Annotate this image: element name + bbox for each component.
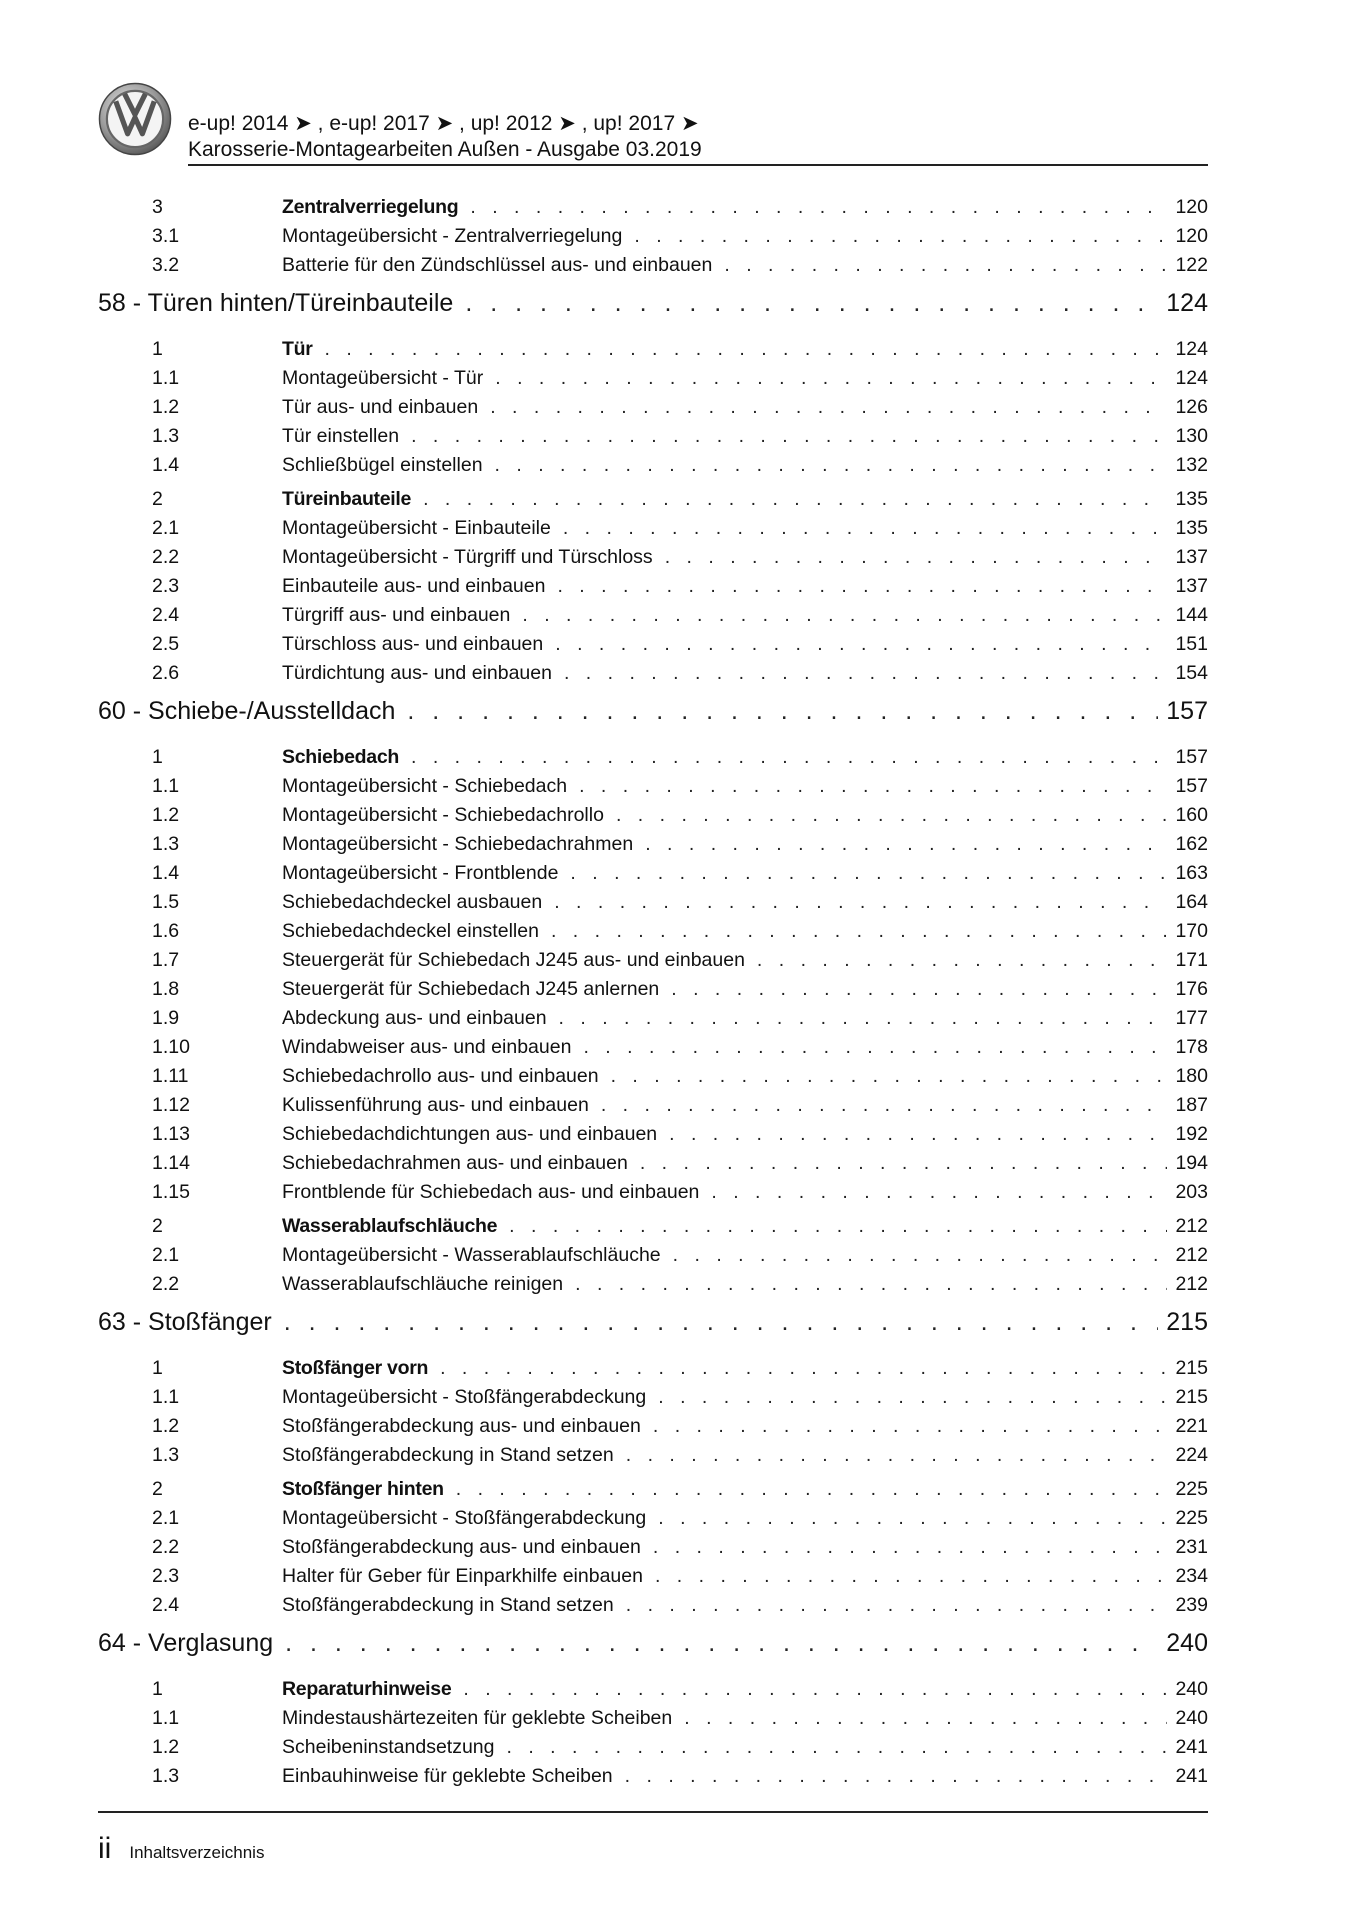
toc-subsection-entry[interactable]: [98, 949, 1208, 978]
toc-entry-number: 2.4: [152, 1594, 180, 1616]
toc-dot-leader: [757, 949, 1168, 972]
toc-dot-leader: [724, 254, 1167, 277]
toc-dot-leader: [522, 604, 1167, 627]
toc-entry-number: 1: [152, 338, 163, 360]
toc-entry-number: 1.8: [152, 978, 180, 1000]
toc-entry-number: 1.12: [152, 1094, 190, 1116]
toc-section-entry[interactable]: [98, 1478, 1208, 1507]
toc-subsection-entry[interactable]: [98, 662, 1208, 691]
toc-entry-number: 1.11: [152, 1065, 189, 1087]
toc-chapter-title: 63 - Stoßfänger: [98, 1308, 272, 1336]
toc-entry-title: Schiebedachdeckel einstellen: [282, 920, 539, 942]
toc-entry-title: Türgriff aus- und einbauen: [282, 604, 511, 626]
toc-section-entry[interactable]: [98, 196, 1208, 225]
footer-divider: [98, 1811, 1208, 1813]
toc-subsection-entry[interactable]: [98, 1244, 1208, 1273]
toc-page-number: 212: [1175, 1244, 1208, 1266]
toc-section-entry[interactable]: [98, 1215, 1208, 1244]
toc-page-number: 241: [1175, 1765, 1208, 1787]
toc-page-number: 124: [1175, 338, 1208, 360]
toc-subsection-entry[interactable]: [98, 1007, 1208, 1036]
toc-entry-number: 3.1: [152, 225, 180, 247]
toc-entry-title: Schiebedachdeckel ausbauen: [282, 891, 543, 913]
table-of-contents: [98, 196, 1208, 1794]
toc-page-number: 124: [1175, 367, 1208, 389]
toc-dot-leader: [440, 1357, 1167, 1380]
footer-label: Inhaltsverzeichnis: [129, 1843, 265, 1862]
toc-dot-leader: [463, 1678, 1167, 1701]
toc-entry-number: 2.2: [152, 546, 180, 568]
toc-page-number: 240: [1175, 1678, 1208, 1700]
toc-page-number: 176: [1175, 978, 1208, 1000]
toc-subsection-entry[interactable]: [98, 454, 1208, 483]
toc-page-number: 163: [1175, 862, 1208, 884]
toc-entry-number: 2.1: [152, 1507, 180, 1529]
toc-entry-title: Tür aus- und einbauen: [282, 396, 479, 418]
toc-entry-title: Reparaturhinweise: [282, 1678, 452, 1700]
toc-page-number: 162: [1175, 833, 1208, 855]
page-number: ii: [98, 1832, 112, 1865]
toc-subsection-entry[interactable]: [98, 1094, 1208, 1123]
toc-subsection-entry[interactable]: [98, 1123, 1208, 1152]
toc-subsection-entry[interactable]: [98, 1594, 1208, 1623]
toc-entry-number: 2.5: [152, 633, 180, 655]
toc-page-number: 164: [1175, 891, 1208, 913]
toc-entry-title: Montageübersicht - Tür: [282, 367, 484, 389]
header-divider: [188, 164, 1208, 166]
toc-chapter-heading[interactable]: [98, 697, 1208, 741]
toc-entry-title: Stoßfänger vorn: [282, 1357, 429, 1379]
toc-dot-leader: [423, 488, 1167, 511]
toc-page-number: 124: [1166, 289, 1208, 317]
toc-subsection-entry[interactable]: [98, 978, 1208, 1007]
toc-dot-leader: [554, 891, 1167, 914]
toc-chapter-title: 58 - Türen hinten/Türeinbauteile: [98, 289, 454, 317]
toc-dot-leader: [551, 920, 1168, 943]
toc-entry-title: Stoßfängerabdeckung in Stand setzen: [282, 1444, 614, 1466]
toc-subsection-entry[interactable]: [98, 920, 1208, 949]
toc-subsection-entry[interactable]: [98, 1036, 1208, 1065]
toc-dot-leader: [611, 1065, 1168, 1088]
toc-entry-number: 1.3: [152, 1444, 180, 1466]
toc-dot-leader: [465, 289, 1158, 318]
toc-page-number: 177: [1175, 1007, 1208, 1029]
toc-page-number: 215: [1175, 1386, 1208, 1408]
toc-entry-title: Montageübersicht - Einbauteile: [282, 517, 551, 539]
toc-entry-number: 2.2: [152, 1536, 180, 1558]
toc-entry-number: 1.10: [152, 1036, 190, 1058]
toc-chapter-heading[interactable]: [98, 1308, 1208, 1352]
toc-subsection-entry[interactable]: [98, 862, 1208, 891]
toc-page-number: 135: [1175, 488, 1208, 510]
toc-entry-title: Türschloss aus- und einbauen: [282, 633, 544, 655]
toc-page-number: 225: [1175, 1507, 1208, 1529]
toc-section-entry[interactable]: [98, 1678, 1208, 1707]
toc-entry-title: Steuergerät für Schiebedach J245 anlernen: [282, 978, 660, 1000]
toc-page-number: 203: [1175, 1181, 1208, 1203]
toc-entry-title: Stoßfängerabdeckung aus- und einbauen: [282, 1536, 641, 1558]
toc-page-number: 135: [1175, 517, 1208, 539]
toc-dot-leader: [625, 1765, 1168, 1788]
toc-entry-title: Wasserablaufschläuche reinigen: [282, 1273, 564, 1295]
toc-entry-title: Batterie für den Zündschlüssel aus- und einbauen: [282, 254, 713, 276]
toc-entry-title: Schließbügel einstellen: [282, 454, 483, 476]
toc-subsection-entry[interactable]: [98, 517, 1208, 546]
toc-subsection-entry[interactable]: [98, 1386, 1208, 1415]
header-manual-title: Karosserie-Montagearbeiten Außen - Ausgabe 03.2019: [188, 138, 702, 161]
toc-subsection-entry[interactable]: [98, 1707, 1208, 1736]
toc-entry-number: 2.4: [152, 604, 180, 626]
toc-entry-title: Scheibeninstandsetzung: [282, 1736, 495, 1758]
toc-page-number: 241: [1175, 1736, 1208, 1758]
toc-entry-number: 1.6: [152, 920, 180, 942]
toc-entry-number: 2: [152, 488, 163, 510]
toc-entry-number: 2.1: [152, 517, 180, 539]
toc-page-number: 144: [1175, 604, 1208, 626]
toc-dot-leader: [616, 804, 1168, 827]
toc-entry-title: Montageübersicht - Schiebedachrollo: [282, 804, 604, 826]
toc-dot-leader: [653, 1415, 1168, 1438]
toc-section-entry[interactable]: [98, 746, 1208, 775]
toc-entry-title: Zentralverriegelung: [282, 196, 459, 218]
toc-subsection-entry[interactable]: [98, 254, 1208, 283]
toc-section-entry[interactable]: [98, 488, 1208, 517]
toc-entry-title: Stoßfängerabdeckung aus- und einbauen: [282, 1415, 641, 1437]
toc-entry-title: Schiebedachdichtungen aus- und einbauen: [282, 1123, 658, 1145]
toc-chapter-title: 60 - Schiebe-/Ausstelldach: [98, 697, 396, 725]
toc-page-number: 240: [1175, 1707, 1208, 1729]
toc-subsection-entry[interactable]: [98, 604, 1208, 633]
toc-dot-leader: [655, 1565, 1168, 1588]
toc-subsection-entry[interactable]: [98, 425, 1208, 454]
toc-subsection-entry[interactable]: [98, 804, 1208, 833]
toc-subsection-entry[interactable]: [98, 1444, 1208, 1473]
toc-subsection-entry[interactable]: [98, 775, 1208, 804]
toc-dot-leader: [634, 225, 1167, 248]
toc-dot-leader: [684, 1707, 1167, 1730]
toc-page-number: 215: [1166, 1308, 1208, 1336]
toc-page-number: 120: [1175, 196, 1208, 218]
toc-entry-number: 2.2: [152, 1273, 180, 1295]
toc-dot-leader: [665, 546, 1168, 569]
toc-entry-title: Mindestaushärtezeiten für geklebte Scheiben: [282, 1707, 673, 1729]
toc-chapter-title: 64 - Verglasung: [98, 1629, 274, 1657]
toc-page-number: 240: [1166, 1629, 1208, 1657]
toc-entry-title: Frontblende für Schiebedach aus- und einbauen: [282, 1181, 700, 1203]
toc-entry-number: 1.13: [152, 1123, 190, 1145]
toc-dot-leader: [653, 1536, 1168, 1559]
toc-page-number: 180: [1175, 1065, 1208, 1087]
toc-page-number: 130: [1175, 425, 1208, 447]
toc-page-number: 225: [1175, 1478, 1208, 1500]
vw-logo-icon: [98, 82, 172, 156]
toc-dot-leader: [559, 1007, 1168, 1030]
toc-entry-number: 1.3: [152, 425, 180, 447]
toc-page-number: 234: [1175, 1565, 1208, 1587]
toc-dot-leader: [575, 1273, 1167, 1296]
toc-dot-leader: [564, 662, 1168, 685]
toc-dot-leader: [411, 425, 1167, 448]
toc-page-number: 239: [1175, 1594, 1208, 1616]
toc-entry-number: 1.3: [152, 1765, 180, 1787]
toc-entry-title: Türdichtung aus- und einbauen: [282, 662, 552, 684]
toc-entry-title: Wasserablaufschläuche: [282, 1215, 498, 1237]
toc-page-number: 157: [1175, 775, 1208, 797]
toc-entry-title: Stoßfängerabdeckung in Stand setzen: [282, 1594, 614, 1616]
toc-entry-title: Einbauteile aus- und einbauen: [282, 575, 546, 597]
toc-entry-number: 1.1: [152, 367, 180, 389]
toc-subsection-entry[interactable]: [98, 1736, 1208, 1765]
toc-entry-number: 1.5: [152, 891, 180, 913]
toc-page-number: 178: [1175, 1036, 1208, 1058]
toc-entry-number: 1.15: [152, 1181, 190, 1203]
toc-entry-title: Tür einstellen: [282, 425, 400, 447]
toc-page-number: 170: [1175, 920, 1208, 942]
toc-page-number: 132: [1175, 454, 1208, 476]
toc-dot-leader: [509, 1215, 1167, 1238]
toc-dot-leader: [490, 396, 1167, 419]
toc-dot-leader: [658, 1507, 1167, 1530]
toc-dot-leader: [407, 697, 1158, 726]
toc-entry-number: 1.2: [152, 804, 180, 826]
toc-page-number: 137: [1175, 575, 1208, 597]
toc-dot-leader: [470, 196, 1167, 219]
toc-subsection-entry[interactable]: [98, 633, 1208, 662]
toc-entry-number: 1.2: [152, 1736, 180, 1758]
toc-dot-leader: [671, 978, 1167, 1001]
toc-subsection-entry[interactable]: [98, 833, 1208, 862]
toc-entry-title: Montageübersicht - Frontblende: [282, 862, 559, 884]
toc-page-number: 194: [1175, 1152, 1208, 1174]
toc-page-number: 187: [1175, 1094, 1208, 1116]
toc-dot-leader: [711, 1181, 1167, 1204]
toc-entry-title: Einbauhinweise für geklebte Scheiben: [282, 1765, 613, 1787]
toc-entry-number: 3: [152, 196, 163, 218]
toc-entry-number: 1.7: [152, 949, 180, 971]
toc-subsection-entry[interactable]: [98, 1507, 1208, 1536]
toc-entry-title: Stoßfänger hinten: [282, 1478, 444, 1500]
toc-entry-number: 2.3: [152, 575, 180, 597]
toc-page-number: 120: [1175, 225, 1208, 247]
toc-entry-number: 2.3: [152, 1565, 180, 1587]
toc-dot-leader: [658, 1386, 1167, 1409]
toc-entry-number: 1.1: [152, 1707, 180, 1729]
toc-page-number: 231: [1175, 1536, 1208, 1558]
toc-entry-title: Montageübersicht - Wasserablaufschläuche: [282, 1244, 661, 1266]
toc-entry-title: Montageübersicht - Zentralverriegelung: [282, 225, 623, 247]
toc-entry-number: 1: [152, 746, 163, 768]
toc-page-number: 192: [1175, 1123, 1208, 1145]
toc-entry-number: 2.1: [152, 1244, 180, 1266]
toc-dot-leader: [626, 1594, 1168, 1617]
toc-dot-leader: [285, 1629, 1158, 1658]
toc-page-number: 126: [1175, 396, 1208, 418]
toc-dot-leader: [563, 517, 1168, 540]
toc-entry-title: Montageübersicht - Türgriff und Türschloss: [282, 546, 653, 568]
toc-entry-number: 2: [152, 1478, 163, 1500]
toc-subsection-entry[interactable]: [98, 891, 1208, 920]
toc-entry-number: 3.2: [152, 254, 180, 276]
toc-entry-number: 1.4: [152, 454, 180, 476]
toc-entry-title: Halter für Geber für Einparkhilfe einbauen: [282, 1565, 643, 1587]
toc-section-entry[interactable]: [98, 1357, 1208, 1386]
toc-entry-number: 2.6: [152, 662, 180, 684]
toc-dot-leader: [673, 1244, 1168, 1267]
toc-page-number: 157: [1175, 746, 1208, 768]
toc-page-number: 157: [1166, 697, 1208, 725]
toc-subsection-entry[interactable]: [98, 575, 1208, 604]
toc-subsection-entry[interactable]: [98, 396, 1208, 425]
toc-subsection-entry[interactable]: [98, 1415, 1208, 1444]
toc-chapter-heading[interactable]: [98, 1629, 1208, 1673]
toc-entry-number: 1: [152, 1357, 163, 1379]
toc-section-entry[interactable]: [98, 338, 1208, 367]
toc-dot-leader: [507, 1736, 1168, 1759]
toc-subsection-entry[interactable]: [98, 1181, 1208, 1210]
toc-entry-number: 1.4: [152, 862, 180, 884]
toc-dot-leader: [626, 1444, 1168, 1467]
toc-subsection-entry[interactable]: [98, 1565, 1208, 1594]
toc-dot-leader: [583, 1036, 1167, 1059]
toc-entry-number: 1.9: [152, 1007, 180, 1029]
page-footer: [98, 1832, 264, 1866]
toc-entry-number: 1.2: [152, 396, 180, 418]
toc-dot-leader: [645, 833, 1167, 856]
toc-entry-number: 1.3: [152, 833, 180, 855]
toc-entry-title: Montageübersicht - Schiebedachrahmen: [282, 833, 634, 855]
toc-entry-title: Schiebedachrollo aus- und einbauen: [282, 1065, 599, 1087]
toc-entry-title: Montageübersicht - Schiebedach: [282, 775, 568, 797]
toc-dot-leader: [495, 367, 1167, 390]
toc-dot-leader: [325, 338, 1168, 361]
toc-entry-title: Montageübersicht - Stoßfängerabdeckung: [282, 1507, 647, 1529]
toc-entry-number: 1.14: [152, 1152, 190, 1174]
toc-entry-title: Windabweiser aus- und einbauen: [282, 1036, 572, 1058]
toc-page-number: 215: [1175, 1357, 1208, 1379]
toc-entry-title: Schiebedachrahmen aus- und einbauen: [282, 1152, 628, 1174]
toc-entry-title: Montageübersicht - Stoßfängerabdeckung: [282, 1386, 647, 1408]
page-header: [98, 82, 1208, 166]
toc-subsection-entry[interactable]: [98, 367, 1208, 396]
toc-dot-leader: [601, 1094, 1168, 1117]
toc-page-number: 154: [1175, 662, 1208, 684]
toc-subsection-entry[interactable]: [98, 225, 1208, 254]
toc-entry-title: Abdeckung aus- und einbauen: [282, 1007, 547, 1029]
toc-chapter-heading[interactable]: [98, 289, 1208, 333]
toc-page-number: 137: [1175, 546, 1208, 568]
toc-subsection-entry[interactable]: [98, 1765, 1208, 1794]
toc-entry-title: Schiebedach: [282, 746, 399, 768]
toc-page-number: 212: [1175, 1215, 1208, 1237]
toc-entry-number: 2: [152, 1215, 163, 1237]
toc-page-number: 221: [1175, 1415, 1208, 1437]
toc-page-number: 160: [1175, 804, 1208, 826]
toc-entry-title: Steuergerät für Schiebedach J245 aus- und einbauen: [282, 949, 745, 971]
toc-dot-leader: [640, 1152, 1168, 1175]
toc-dot-leader: [555, 633, 1167, 656]
toc-dot-leader: [284, 1308, 1159, 1337]
toc-page-number: 212: [1175, 1273, 1208, 1295]
toc-dot-leader: [579, 775, 1167, 798]
toc-entry-title: Kulissenführung aus- und einbauen: [282, 1094, 589, 1116]
toc-entry-title: Tür: [282, 338, 313, 360]
toc-subsection-entry[interactable]: [98, 1536, 1208, 1565]
toc-page-number: 224: [1175, 1444, 1208, 1466]
header-vehicle-models: e-up! 2014 ➤ , e-up! 2017 ➤ , up! 2012 ➤ , up! 2017 ➤: [188, 112, 699, 135]
toc-subsection-entry[interactable]: [98, 1152, 1208, 1181]
toc-subsection-entry[interactable]: [98, 546, 1208, 575]
toc-dot-leader: [456, 1478, 1168, 1501]
toc-page-number: 122: [1175, 254, 1208, 276]
toc-dot-leader: [570, 862, 1167, 885]
toc-page-number: 151: [1175, 633, 1208, 655]
toc-dot-leader: [669, 1123, 1167, 1146]
toc-entry-title: Türeinbauteile: [282, 488, 412, 510]
toc-entry-number: 1.2: [152, 1415, 180, 1437]
toc-dot-leader: [411, 746, 1167, 769]
toc-dot-leader: [495, 454, 1168, 477]
toc-subsection-entry[interactable]: [98, 1065, 1208, 1094]
toc-entry-number: 1.1: [152, 775, 180, 797]
toc-dot-leader: [557, 575, 1167, 598]
toc-page-number: 171: [1175, 949, 1208, 971]
toc-entry-number: 1: [152, 1678, 163, 1700]
toc-entry-number: 1.1: [152, 1386, 180, 1408]
toc-subsection-entry[interactable]: [98, 1273, 1208, 1302]
